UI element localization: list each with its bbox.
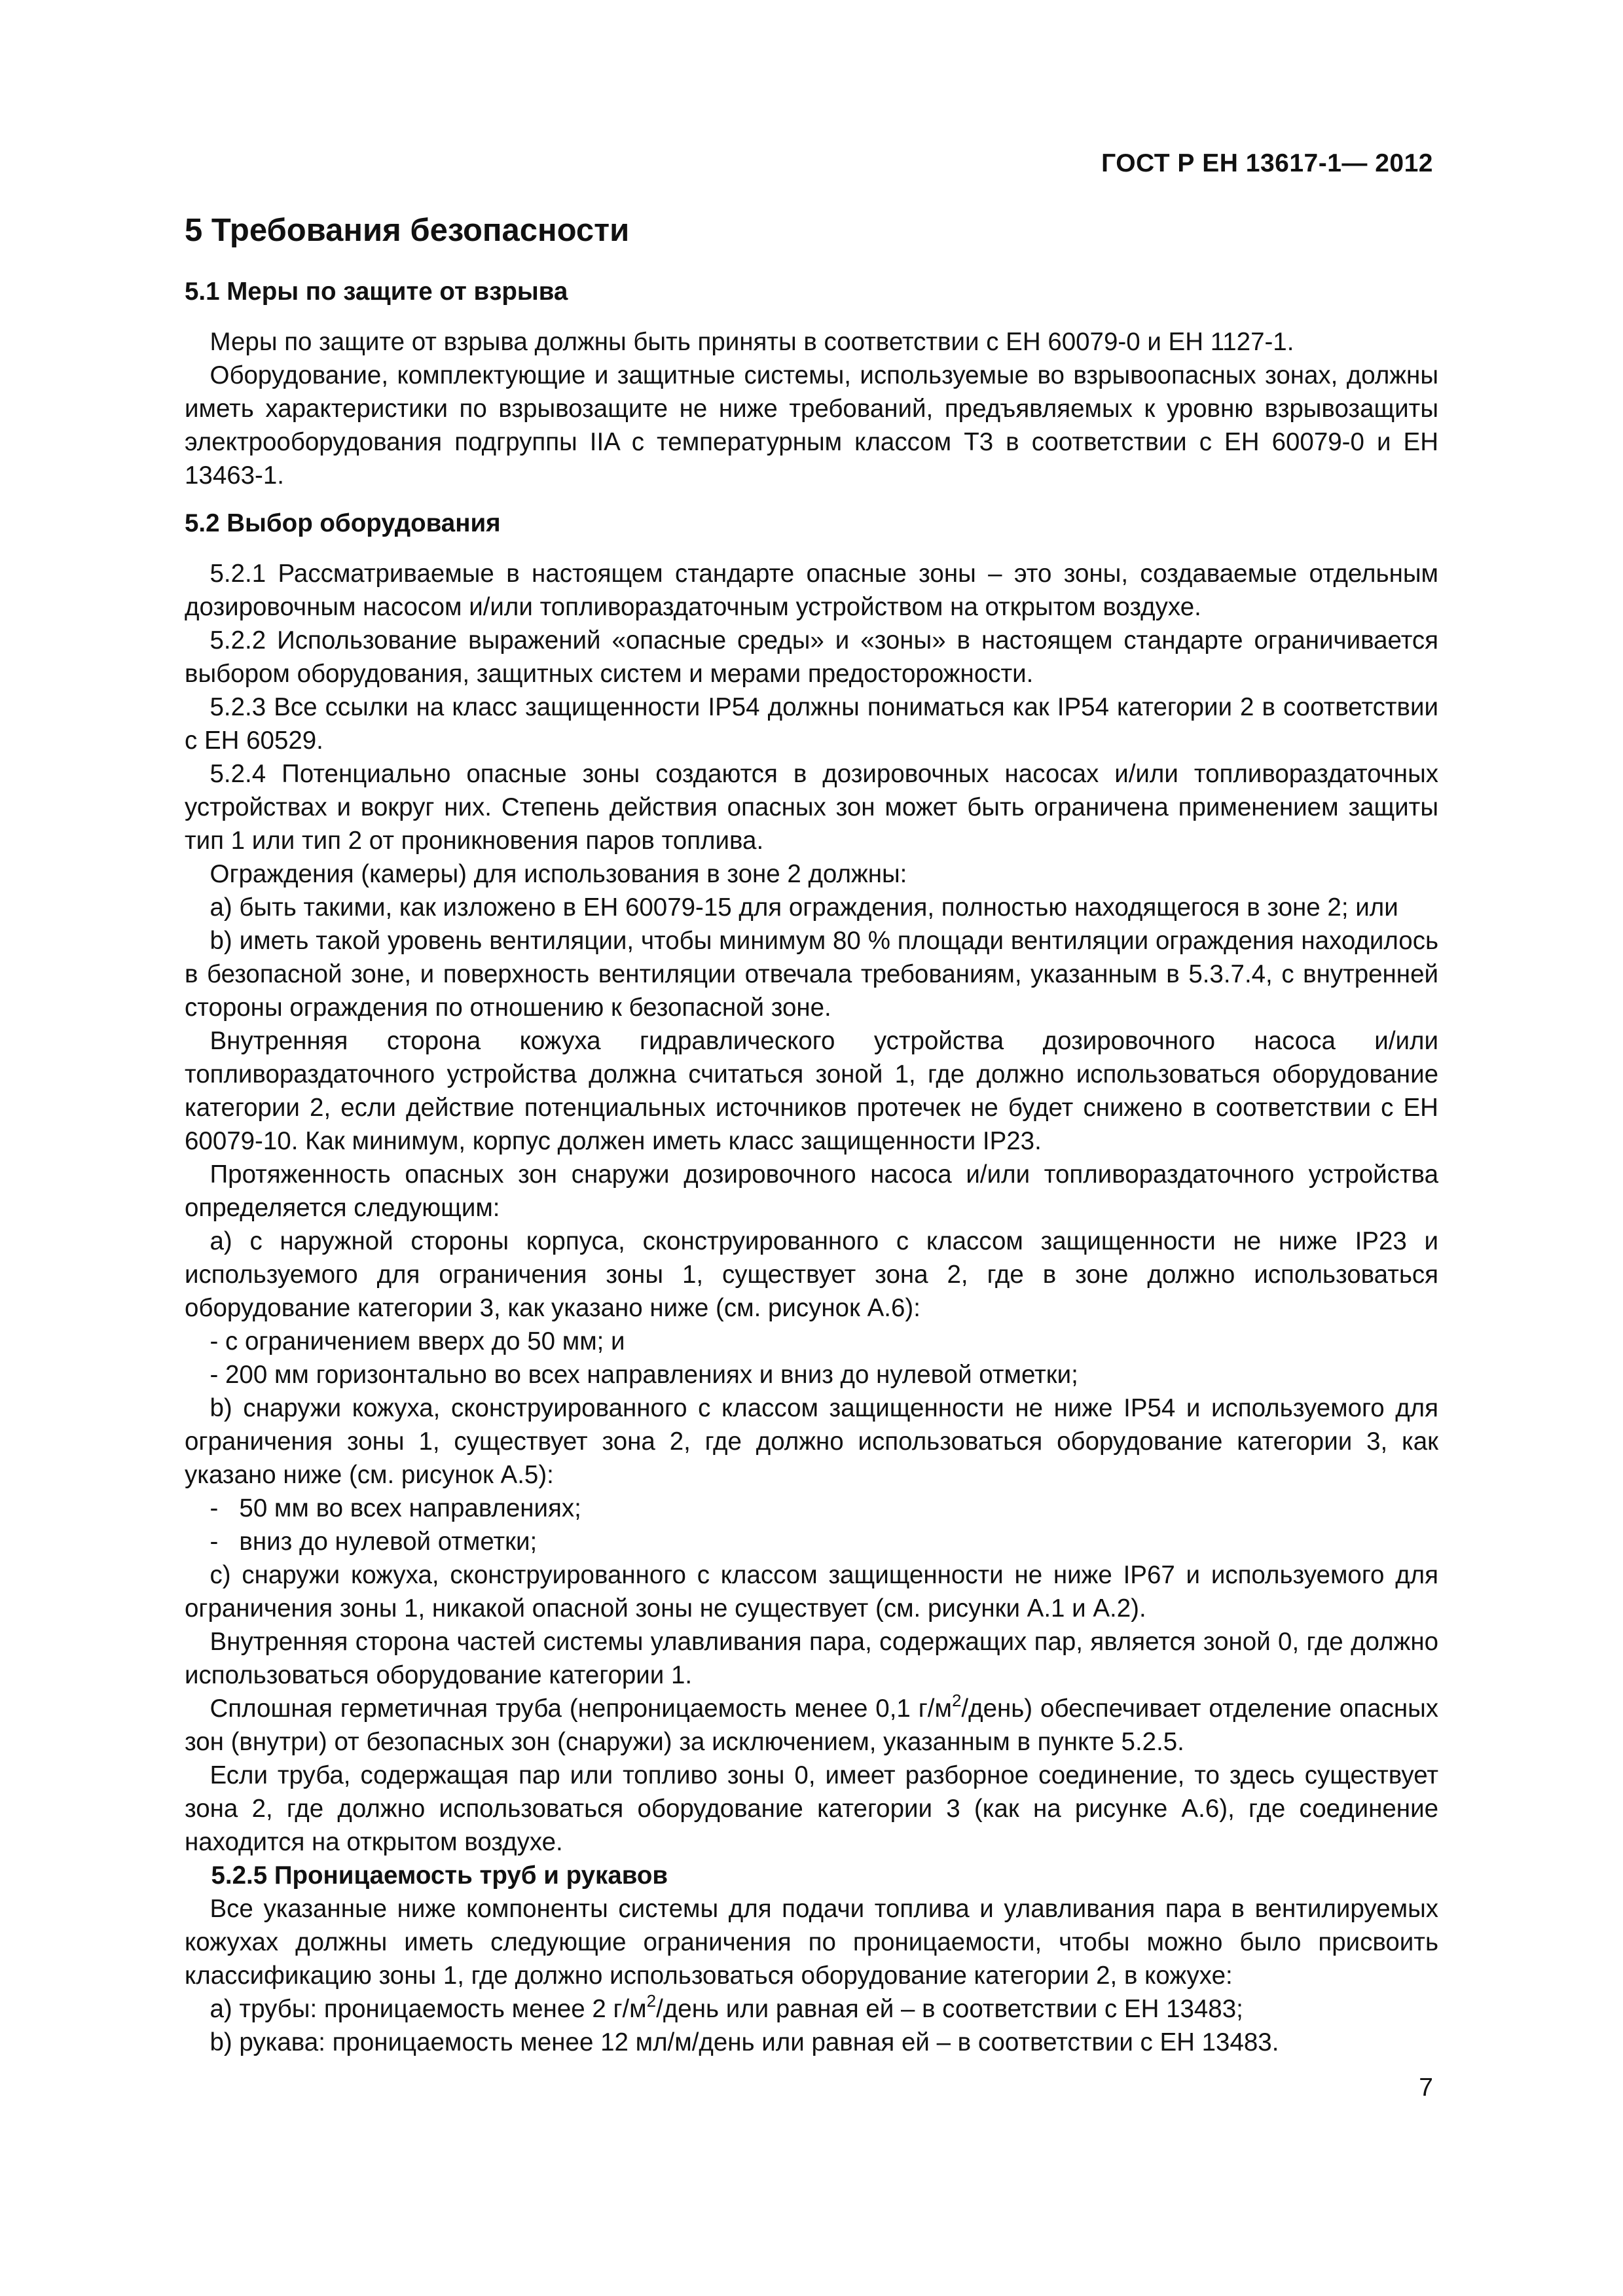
paragraph-text: а) трубы: проницаемость менее 2 г/м (210, 1995, 647, 2023)
subsection-title-5-2-5 (185, 1859, 1438, 1892)
paragraph (185, 1625, 1438, 1692)
list-item (185, 924, 1438, 1024)
paragraph-text: Меры по защите от взрыва должны быть приняты в соответствии с ЕН 60079-0 и ЕН 1127-1. (210, 328, 1294, 356)
superscript: 2 (951, 1691, 962, 1711)
paragraph (185, 757, 1438, 857)
paragraph-text: b) снаружи кожуха, сконструированного с классом защищенности не ниже IP54 и используемого для ограничения зоны 1, существует зона 2, где должно использоваться оборудование категории 3, как указано ниже (см. рисунок А.5): (185, 1394, 1438, 1489)
paragraph-text: b) иметь такой уровень вентиляции, чтобы минимум 80 % площади вентиляции ограждения находилось в безопасной зоне, и поверхность вентиляции отвечала требованиям, указанным в 5.3.7.4, с внутренней стороны ограждения по отношению к безопасной зоне. (185, 927, 1438, 1022)
paragraph (185, 1158, 1438, 1225)
paragraph-text: Внутренняя сторона кожуха гидравлического устройства дозировочного насоса и/или топливораздаточного устройства должна считаться зоной 1, где должно использоваться оборудование категории 2, если действие потенциальных источников протечек не будет снижено в соответствии с ЕН 60079-10. Как минимум, корпус должен иметь класс защищенности IP23. (185, 1027, 1438, 1155)
document-code: ГОСТ Р ЕН 13617-1— 2012 (1101, 149, 1433, 177)
paragraph-text: b) рукава: проницаемость менее 12 мл/м/день или равная ей – в соответствии с ЕН 13483. (210, 2028, 1279, 2056)
paragraph (185, 1759, 1438, 1859)
paragraph (185, 857, 1438, 891)
paragraph-text: а) с наружной стороны корпуса, сконструированного с классом защищенности не ниже IP23 и используемого для ограничения зоны 1, существует зона 2, где в зоне должно использоваться оборудование категории 3, как указано ниже (см. рисунок А.6): (185, 1227, 1438, 1322)
dash-item (185, 1525, 1438, 1558)
paragraph-text: Все указанные ниже компоненты системы для подачи топлива и улавливания пара в вентилируемых кожухах должны иметь следующие ограничения по проницаемости, чтобы можно было присвоить классификацию зоны 1, где должно использоваться оборудование категории 2, в кожухе: (185, 1895, 1438, 1990)
list-item (185, 1558, 1438, 1625)
subsection-title-5-2: 5.2 Выбор оборудования (185, 509, 501, 537)
paragraph-text: с) снаружи кожуха, сконструированного с классом защищенности не ниже IP67 и используемого для ограничения зоны 1, никакой опасной зоны не существует (см. рисунки А.1 и А.2). (185, 1561, 1438, 1623)
paragraph (185, 1892, 1438, 1992)
paragraph-text: Внутренняя сторона частей системы улавливания пара, содержащих пар, является зоной 0, где должно использоваться оборудование категории 1. (185, 1628, 1438, 1689)
paragraph-text: - с ограничением вверх до 50 мм; и (210, 1327, 625, 1355)
paragraph-text: /день или равная ей – в соответствии с ЕН 13483; (656, 1995, 1243, 2023)
paragraph-text: Оборудование, комплектующие и защитные системы, используемые во взрывоопасных зонах, должны иметь характеристики по взрывозащите не ниже требований, предъявляемых к уровню взрывозащиты электрооборудования подгруппы IIA с температурным классом Т3 в соответствии с ЕН 60079-0 и ЕН 13463-1. (185, 361, 1438, 490)
superscript: 2 (646, 1991, 657, 2011)
paragraph-text: Протяженность опасных зон снаружи дозировочного насоса и/или топливораздаточного устройства определяется следующим: (185, 1160, 1438, 1222)
paragraph-text: - 50 мм во всех направлениях; (210, 1494, 581, 1522)
paragraph-text: 5.2.3 Все ссылки на класс защищенности IP54 должны пониматься как IP54 категории 2 в соответствии с ЕН 60529. (185, 693, 1438, 755)
paragraph-text: Если труба, содержащая пар или топливо зоны 0, имеет разборное соединение, то здесь существует зона 2, где должно использоваться оборудование категории 3 (как на рисунке А.6), где соединение находится на открытом воздухе. (185, 1761, 1438, 1856)
paragraph-text: 5.2.1 Рассматриваемые в настоящем стандарте опасные зоны – это зоны, создаваемые отдельным дозировочным насосом и/или топливораздаточным устройством на открытом воздухе. (185, 560, 1438, 621)
paragraph (185, 557, 1438, 624)
paragraph-text: 5.2.4 Потенциально опасные зоны создаются в дозировочных насосах и/или топливораздаточных устройствах и вокруг них. Степень действия опасных зон может быть ограничена применением защиты тип 1 или тип 2 от проникновения паров топлива. (185, 760, 1438, 855)
list-item (185, 1225, 1438, 1325)
heading-text: 5.2.5 Проницаемость труб и рукавов (211, 1861, 668, 1890)
dash-item (185, 1358, 1438, 1391)
paragraph-text: - вниз до нулевой отметки; (210, 1528, 538, 1556)
paragraph (185, 359, 1438, 492)
subsection-title-5-1: 5.1 Меры по защите от взрыва (185, 278, 568, 306)
paragraph (185, 325, 1438, 359)
paragraph-text: /день) обеспечивает отделение опасных зон (внутри) от безопасных зон (снаружи) за исключением, указанным в пункте 5.2.5. (185, 1695, 1438, 1756)
paragraph-text: - 200 мм горизонтально во всех направлениях и вниз до нулевой отметки; (210, 1361, 1078, 1389)
page-number: 7 (1419, 2073, 1433, 2102)
list-item (185, 1992, 1438, 2026)
dash-item (185, 1325, 1438, 1358)
paragraph (185, 691, 1438, 757)
dash-item (185, 1492, 1438, 1525)
list-item (185, 891, 1438, 924)
paragraph-text: а) быть такими, как изложено в ЕН 60079-15 для ограждения, полностью находящегося в зоне 2; или (210, 893, 1398, 922)
paragraph-text: 5.2.2 Использование выражений «опасные среды» и «зоны» в настоящем стандарте ограничивается выбором оборудования, защитных систем и мерами предосторожности. (185, 626, 1438, 688)
paragraph (185, 624, 1438, 691)
list-item (185, 2026, 1438, 2059)
section-title: 5 Требования безопасности (185, 213, 630, 248)
page-content (185, 211, 1438, 2059)
paragraph (185, 1024, 1438, 1158)
paragraph (185, 1692, 1438, 1759)
list-item (185, 1391, 1438, 1492)
paragraph-text: Сплошная герметичная труба (непроницаемость менее 0,1 г/м (210, 1695, 952, 1723)
paragraph-text: Ограждения (камеры) для использования в зоне 2 должны: (210, 860, 907, 888)
